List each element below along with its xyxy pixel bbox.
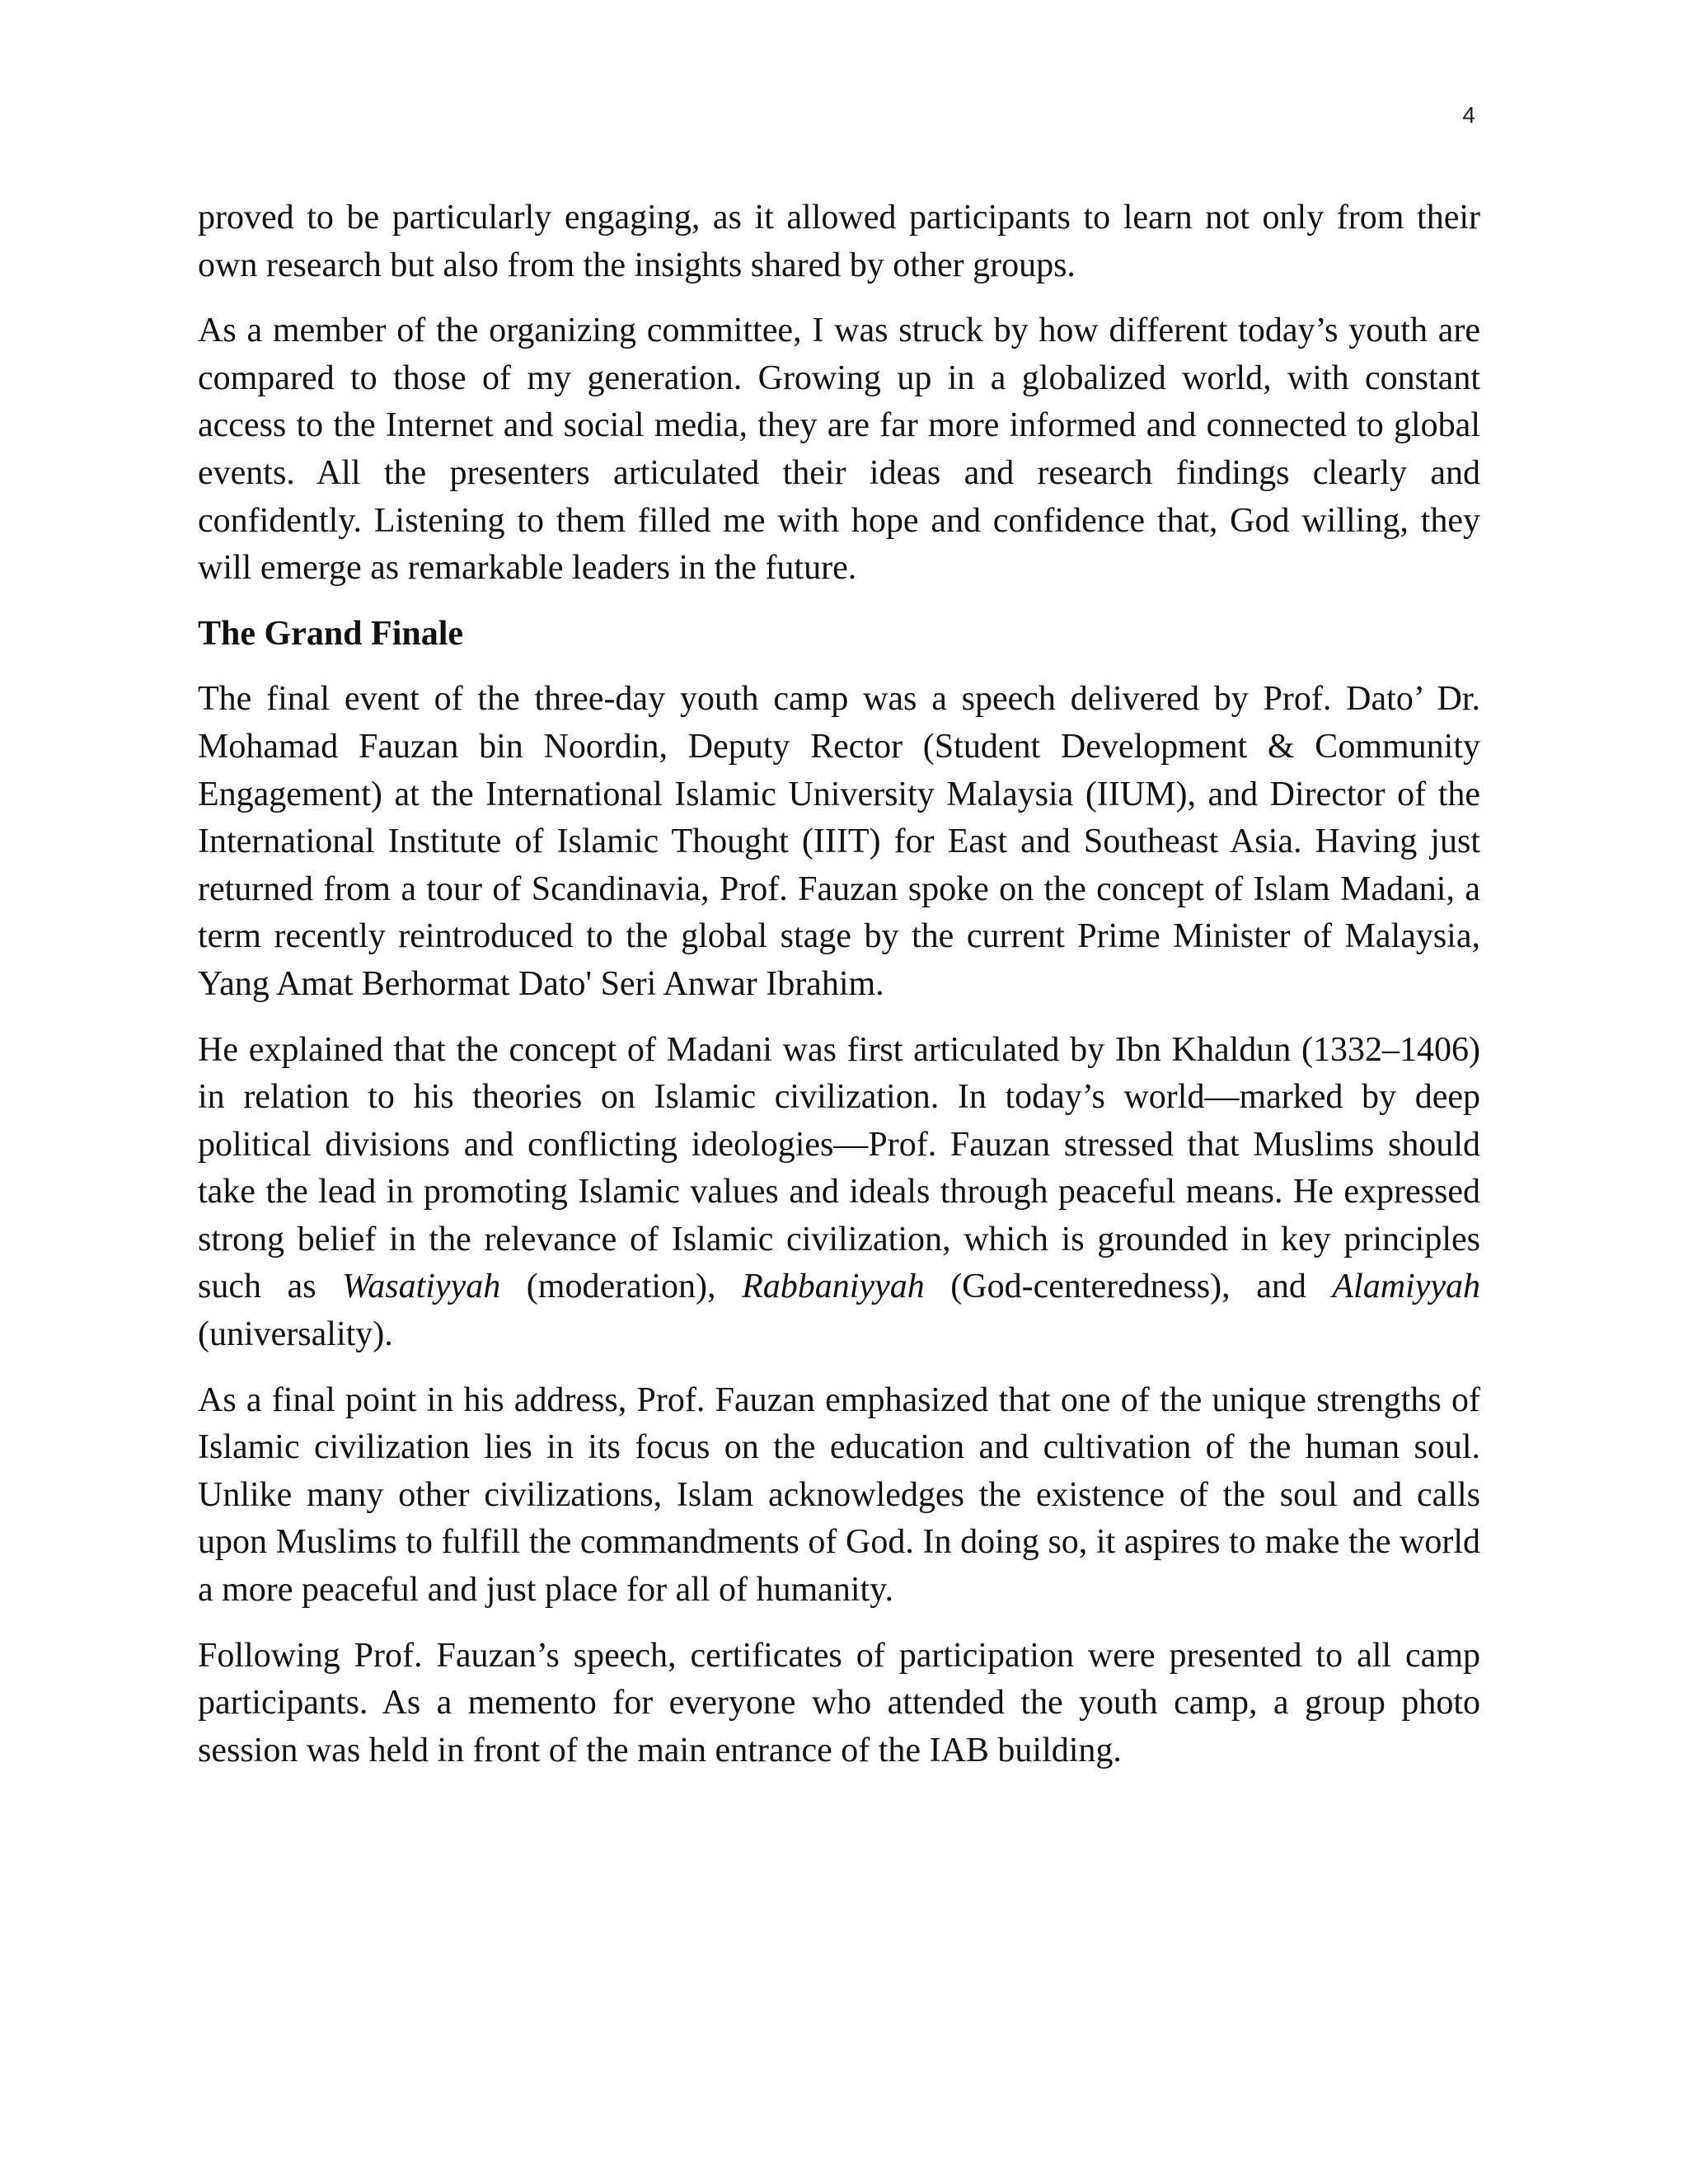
paragraph-committee-reflection: As a member of the organizing committee, I was struck by how different today’s youth are compared to those of my generation. Growing up in a globalized world, with constant access to the Internet and social media, they are far more informed and connected to global events. All the presenters articulated their ideas and research findings clearly and confidently. Listening to them filled me with hope and confidence that, God willing, they will emerge as remarkable leaders in the future. bbox=[198, 312, 1480, 588]
term-wasatiyyah: Wasatiyyah bbox=[342, 1268, 501, 1306]
paragraph-certificates: Following Prof. Fauzan’s speech, certificates of participation were presented to all camp participants. As a memento for everyone who attended the youth camp, a group photo session was held in front of the main entrance of the IAB building. bbox=[198, 1636, 1480, 1769]
term-rabbaniyyah: Rabbaniyyah bbox=[742, 1268, 925, 1306]
document-body bbox=[198, 194, 1480, 1793]
paragraph-final-event: The final event of the three-day youth camp was a speech delivered by Prof. Dato’ Dr. Mohamad Fauzan bin Noordin, Deputy Rector (Student Development & Community Engagement) at the International Islamic University Malaysia (IIUM), and Director of the International Institute of Islamic Thought (IIIT) for East and Southeast Asia. Having just returned from a tour of Scandinavia, Prof. Fauzan spoke on the concept of Islam Madani, a term recently reintroduced to the global stage by the current Prime Minister of Malaysia, Yang Amat Berhormat Dato' Seri Anwar Ibrahim. bbox=[198, 680, 1480, 1003]
paragraph-final-point: As a final point in his address, Prof. Fauzan emphasized that one of the unique strengths of Islamic civilization lies in its focus on the education and cultivation of the human soul. Unlike many other civilizations, Islam acknowledges the existence of the soul and calls upon Muslims to fulfill the commandments of God. In doing so, it aspires to make the world a more peaceful and just place for all of humanity. bbox=[198, 1380, 1480, 1610]
paragraph-continuation: proved to be particularly engaging, as it allowed participants to learn not only from their own research but also from the insights shared by other groups. bbox=[198, 199, 1480, 284]
text-span: (universality). bbox=[198, 1315, 393, 1354]
text-span: (God-centeredness), and bbox=[924, 1268, 1333, 1306]
page-number: 4 bbox=[1462, 102, 1475, 128]
section-heading: The Grand Finale bbox=[198, 614, 464, 653]
text-span: (moderation), bbox=[500, 1268, 743, 1306]
paragraph-madani-concept bbox=[198, 1027, 1480, 1359]
term-alamiyyah: Alamiyyah bbox=[1332, 1268, 1481, 1306]
text-span: He explained that the concept of Madani was first articulated by Ibn Khaldun (1332–1406) in relation to his theories on Islamic civilization. In today’s world—marked by deep political divisions and conflicting ideologies—Prof. Fauzan stressed that Muslims should take the lead in promoting Islamic values and ideals through peaceful means. He expressed strong belief in the relevance of Islamic civilization, which is grounded in key principles such as bbox=[198, 1030, 1480, 1306]
